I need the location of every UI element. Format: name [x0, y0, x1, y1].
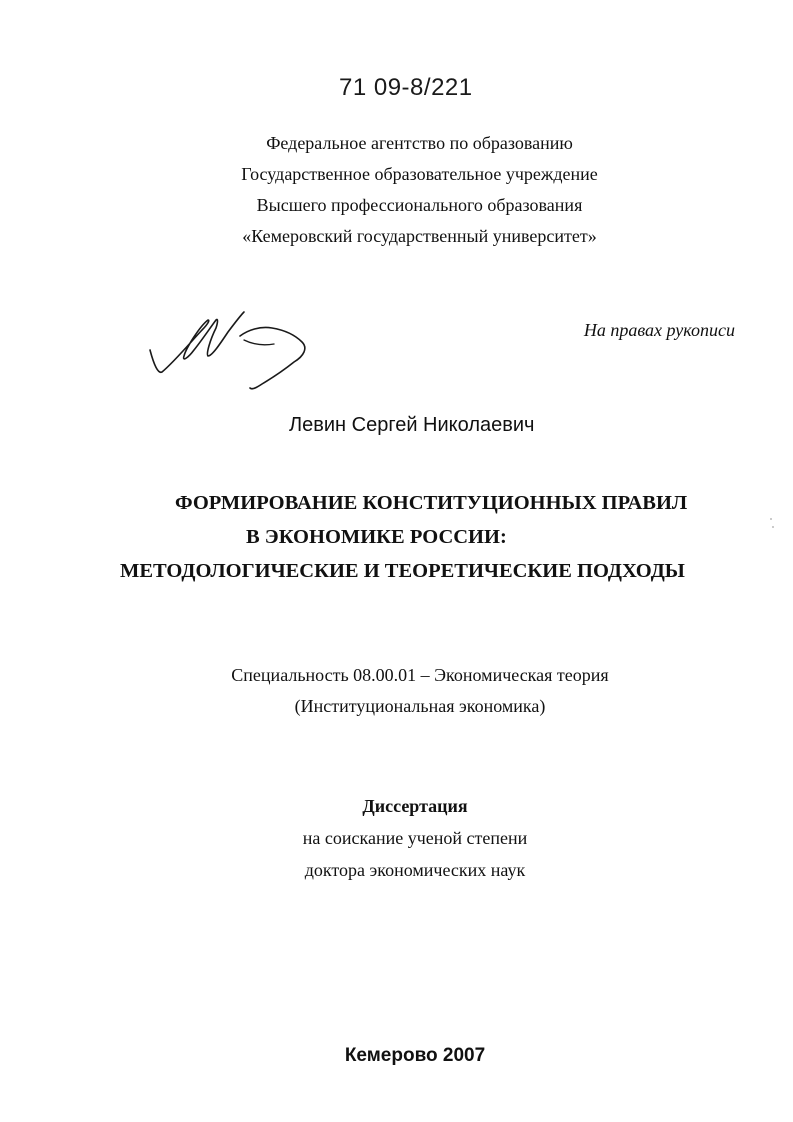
- dissertation-heading: Диссертация: [362, 796, 468, 816]
- catalog-number: 71 09-8/221: [339, 74, 473, 101]
- title-line-2: В ЭКОНОМИКЕ РОССИИ:: [246, 526, 507, 548]
- city-year: Кемерово 2007: [344, 1045, 486, 1066]
- specialty-field: (Институциональная экономика): [294, 696, 546, 716]
- specialty-block: [200, 660, 640, 722]
- signature-image: [144, 300, 329, 395]
- author-name: Левин Сергей Николаевич: [289, 414, 535, 436]
- institution-agency: Федеральное агентство по образованию: [266, 133, 573, 153]
- scan-speck: [772, 526, 774, 528]
- institution-type: Государственное образовательное учреждение: [241, 164, 598, 184]
- institution-name: «Кемеровский государственный университет»: [242, 226, 597, 246]
- degree-block: [270, 790, 560, 886]
- manuscript-rights: На правах рукописи: [583, 320, 735, 340]
- title-line-1: ФОРМИРОВАНИЕ КОНСТИТУЦИОННЫХ ПРАВИЛ: [175, 492, 688, 514]
- title-line-3: МЕТОДОЛОГИЧЕСКИЕ И ТЕОРЕТИЧЕСКИЕ ПОДХОДЫ: [120, 560, 685, 582]
- scan-speck: [770, 518, 772, 520]
- institution-level: Высшего профессионального образования: [256, 195, 583, 215]
- institution-block: [222, 128, 617, 252]
- dissertation-title: [100, 486, 780, 588]
- degree-purpose: на соискание ученой степени: [302, 828, 528, 848]
- specialty-code: Специальность 08.00.01 – Экономическая теория: [231, 665, 609, 685]
- degree-name: доктора экономических наук: [304, 860, 526, 880]
